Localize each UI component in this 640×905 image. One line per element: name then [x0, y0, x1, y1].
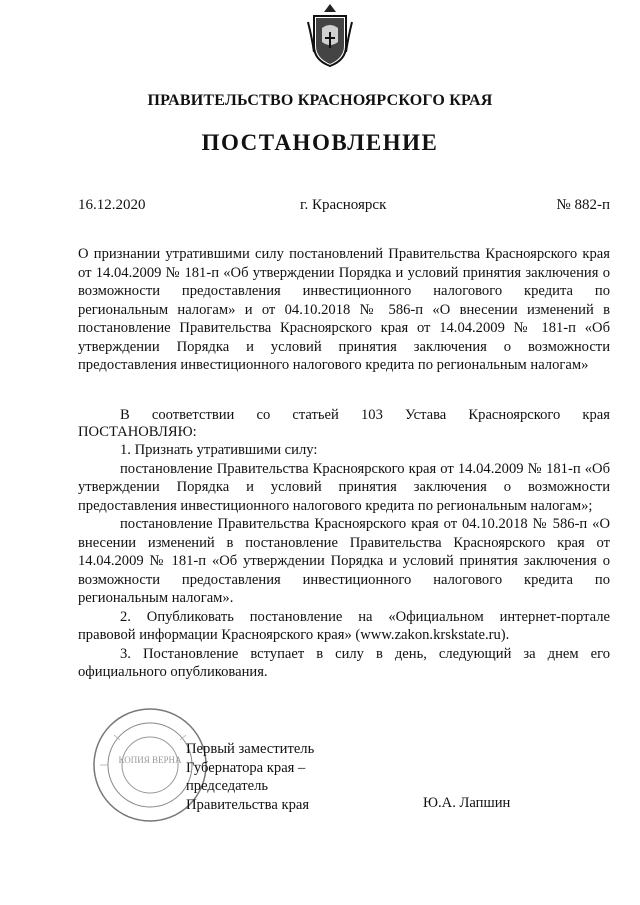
document-date: 16.12.2020	[78, 197, 146, 213]
preamble: В соответствии со статьей 103 Устава Красноярского края	[120, 407, 610, 423]
item-2: 2. Опубликовать постановление на «Официальном интернет-портале правовой информации Красноярского края» (www.zakon.krskstate.ru).	[78, 608, 610, 643]
signature-line-1: Первый заместитель	[186, 741, 315, 757]
item-1-a: постановление Правительства Красноярского края от 14.04.2009 № 181-п «Об утверждении Порядка и условий принятия заключения о возможности предоставления инвестиционного налогового кредита по региональным налогам»;	[78, 460, 610, 514]
document-title: ПОСТАНОВЛЕНИЕ	[201, 130, 439, 155]
document-city: г. Красноярск	[300, 197, 387, 213]
signature-block	[186, 740, 314, 814]
signature-line-2: Губернатора края –	[186, 759, 306, 776]
document-subject: О признании утратившими силу постановлений Правительства Красноярского края от 14.04.2009 № 181-п «Об утверждении Порядка и условий принятия заключения о возможности предоставления инвестиционного налогового кредита по региональным налогам» и от 04.10.2018 № 586-п «О внесении изменений в постановление Правительства Красноярского края от 14.04.2009 № 181-п «Об утверждении Порядка и условий принятия заключения о возможности предоставления инвестиционного налогового кредита по региональным налогам»	[78, 246, 610, 373]
signatory-name: Ю.А. Лапшин	[423, 795, 511, 811]
item-3: 3. Постановление вступает в силу в день, следующий за днем его официального опубликования.	[78, 645, 610, 680]
item-1-b: постановление Правительства Красноярского края от 04.10.2018 № 586-п «О внесении изменений в постановление Правительства Красноярского края от 14.04.2009 № 181-п «Об утверждении Порядка и условий принятия заключения о возможности предоставления инвестиционного налогового кредита по региональным налогам».	[78, 516, 610, 606]
stamp-text: КОПИЯ ВЕРНА	[118, 755, 182, 765]
signature-line-4: Правительства края	[186, 796, 310, 813]
item-1-title: 1. Признать утратившими силу:	[120, 442, 318, 458]
decree-word: ПОСТАНОВЛЯЮ:	[78, 423, 197, 440]
government-name: ПРАВИТЕЛЬСТВО КРАСНОЯРСКОГО КРАЯ	[147, 92, 493, 109]
document-body	[78, 406, 610, 682]
signature-line-3: председатель	[186, 778, 269, 794]
document-number: № 882-п	[556, 197, 610, 213]
krasnoyarsk-coat-of-arms-icon	[306, 2, 354, 68]
